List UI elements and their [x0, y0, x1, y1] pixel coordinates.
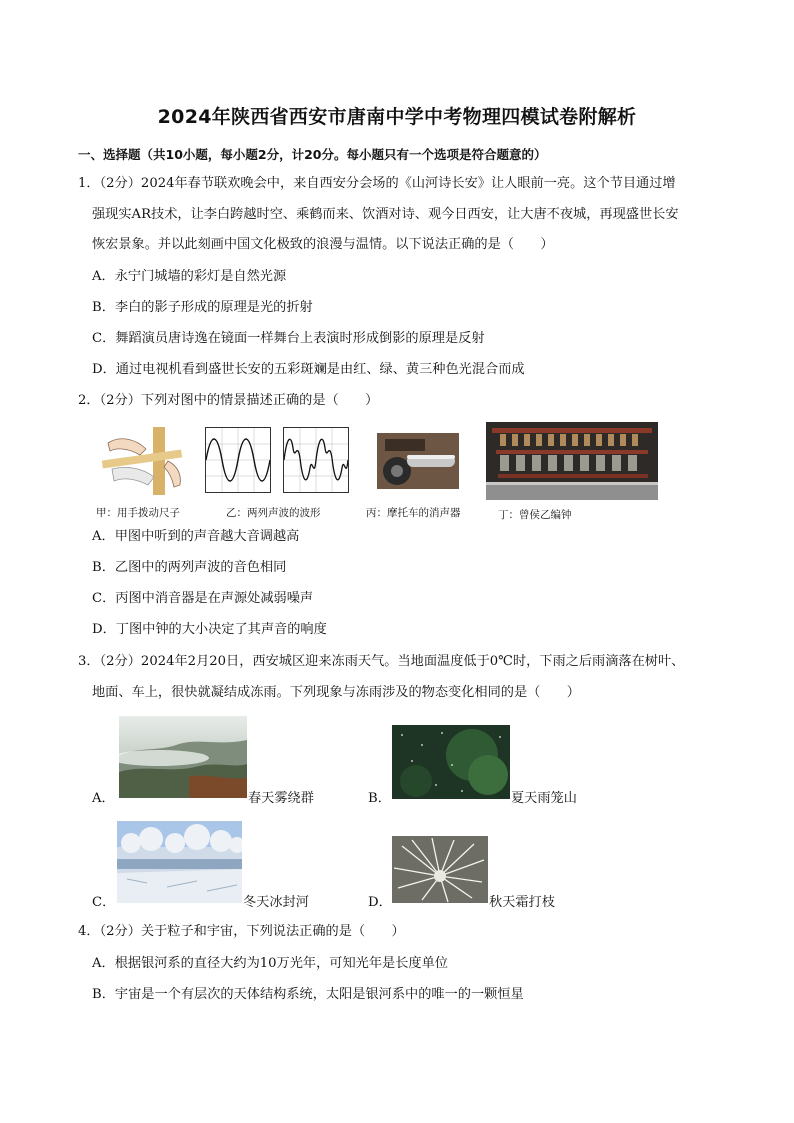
q2-option-c: C．丙图中消音器是在声源处减弱噪声	[92, 591, 314, 606]
q3-option-b-text: 夏天雨笼山	[511, 791, 577, 806]
q2-option-a: A．甲图中听到的声音越大音调越高	[92, 529, 300, 544]
q1-stem-line3: 恢宏景象。并以此刻画中国文化极致的浪漫与温情。以下说法正确的是（ ）	[92, 237, 554, 252]
q3-option-b-letter: B．	[368, 791, 391, 806]
q1-option-c: C．舞蹈演员唐诗逸在镜面一样舞台上表演时形成倒影的原理是反射	[92, 331, 485, 346]
caption-yi: 乙：两列声波的波形	[226, 507, 321, 519]
frozen-river-photo	[117, 821, 242, 903]
q3-option-d-letter: D．	[368, 895, 392, 910]
motorcycle-muffler-figure	[377, 433, 459, 489]
q1-stem-line2: 强现实AR技术，让李白跨越时空、乘鹤而来、饮酒对诗、观今日西安，让大唐不夜城，再现盛世长安	[92, 207, 679, 222]
chime-bells-figure	[486, 422, 658, 500]
page-title: 2024年陕西省西安市唐南中学中考物理四模试卷附解析	[157, 106, 637, 128]
q1-option-a: A．永宁门城墙的彩灯是自然光源	[92, 269, 287, 284]
q2-option-d: D．丁图中钟的大小决定了其声音的响度	[92, 622, 327, 637]
q3-option-a-text: 春天雾绕群	[248, 791, 314, 806]
q4-option-a: A．根据银河系的直径大约为10万光年，可知光年是长度单位	[92, 956, 448, 971]
q3-option-d-text: 秋天霜打枝	[489, 895, 555, 910]
q2-stem: 2．（2分）下列对图中的情景描述正确的是（ ）	[78, 393, 379, 408]
fog-mountains-photo	[119, 716, 247, 798]
q2-option-b: B．乙图中的两列声波的音色相同	[92, 560, 287, 575]
q3-option-c-letter: C．	[92, 895, 116, 910]
ruler-pluck-figure	[98, 425, 190, 497]
complex-waveform-figure	[283, 427, 349, 493]
q3-stem-line1: 3．（2分）2024年2月20日，西安城区迎来冻雨天气。当地面温度低于0℃时，下雨之后雨滴落在树叶、	[78, 654, 685, 669]
caption-bing: 丙：摩托车的消声器	[366, 507, 461, 519]
q4-stem: 4．（2分）关于粒子和宇宙，下列说法正确的是（ ）	[78, 924, 405, 939]
q1-stem-line1: 1．（2分）2024年春节联欢晚会中，来自西安分会场的《山河诗长安》让人眼前一亮。这个节目通过增	[78, 176, 676, 191]
q1-option-b: B．李白的影子形成的原理是光的折射	[92, 300, 313, 315]
frost-branch-photo	[392, 836, 488, 903]
sine-waveform-figure	[205, 427, 271, 493]
rain-forest-photo	[392, 725, 510, 799]
caption-ding: 丁：曾侯乙编钟	[498, 509, 572, 521]
q3-option-c-text: 冬天冰封河	[243, 895, 309, 910]
q1-option-d: D．通过电视机看到盛世长安的五彩斑斓是由红、绿、黄三种色光混合而成	[92, 362, 525, 377]
caption-jia: 甲：用手拨动尺子	[96, 507, 180, 519]
q4-option-b: B．宇宙是一个有层次的天体结构系统，太阳是银河系中的唯一的一颗恒星	[92, 987, 524, 1002]
q3-option-a-letter: A．	[92, 791, 115, 806]
section-heading: 一、选择题（共10小题，每小题2分，计20分。每小题只有一个选项是符合题意的）	[78, 147, 547, 162]
q3-stem-line2: 地面、车上，很快就凝结成冻雨。下列现象与冻雨涉及的物态变化相同的是（ ）	[92, 685, 580, 700]
